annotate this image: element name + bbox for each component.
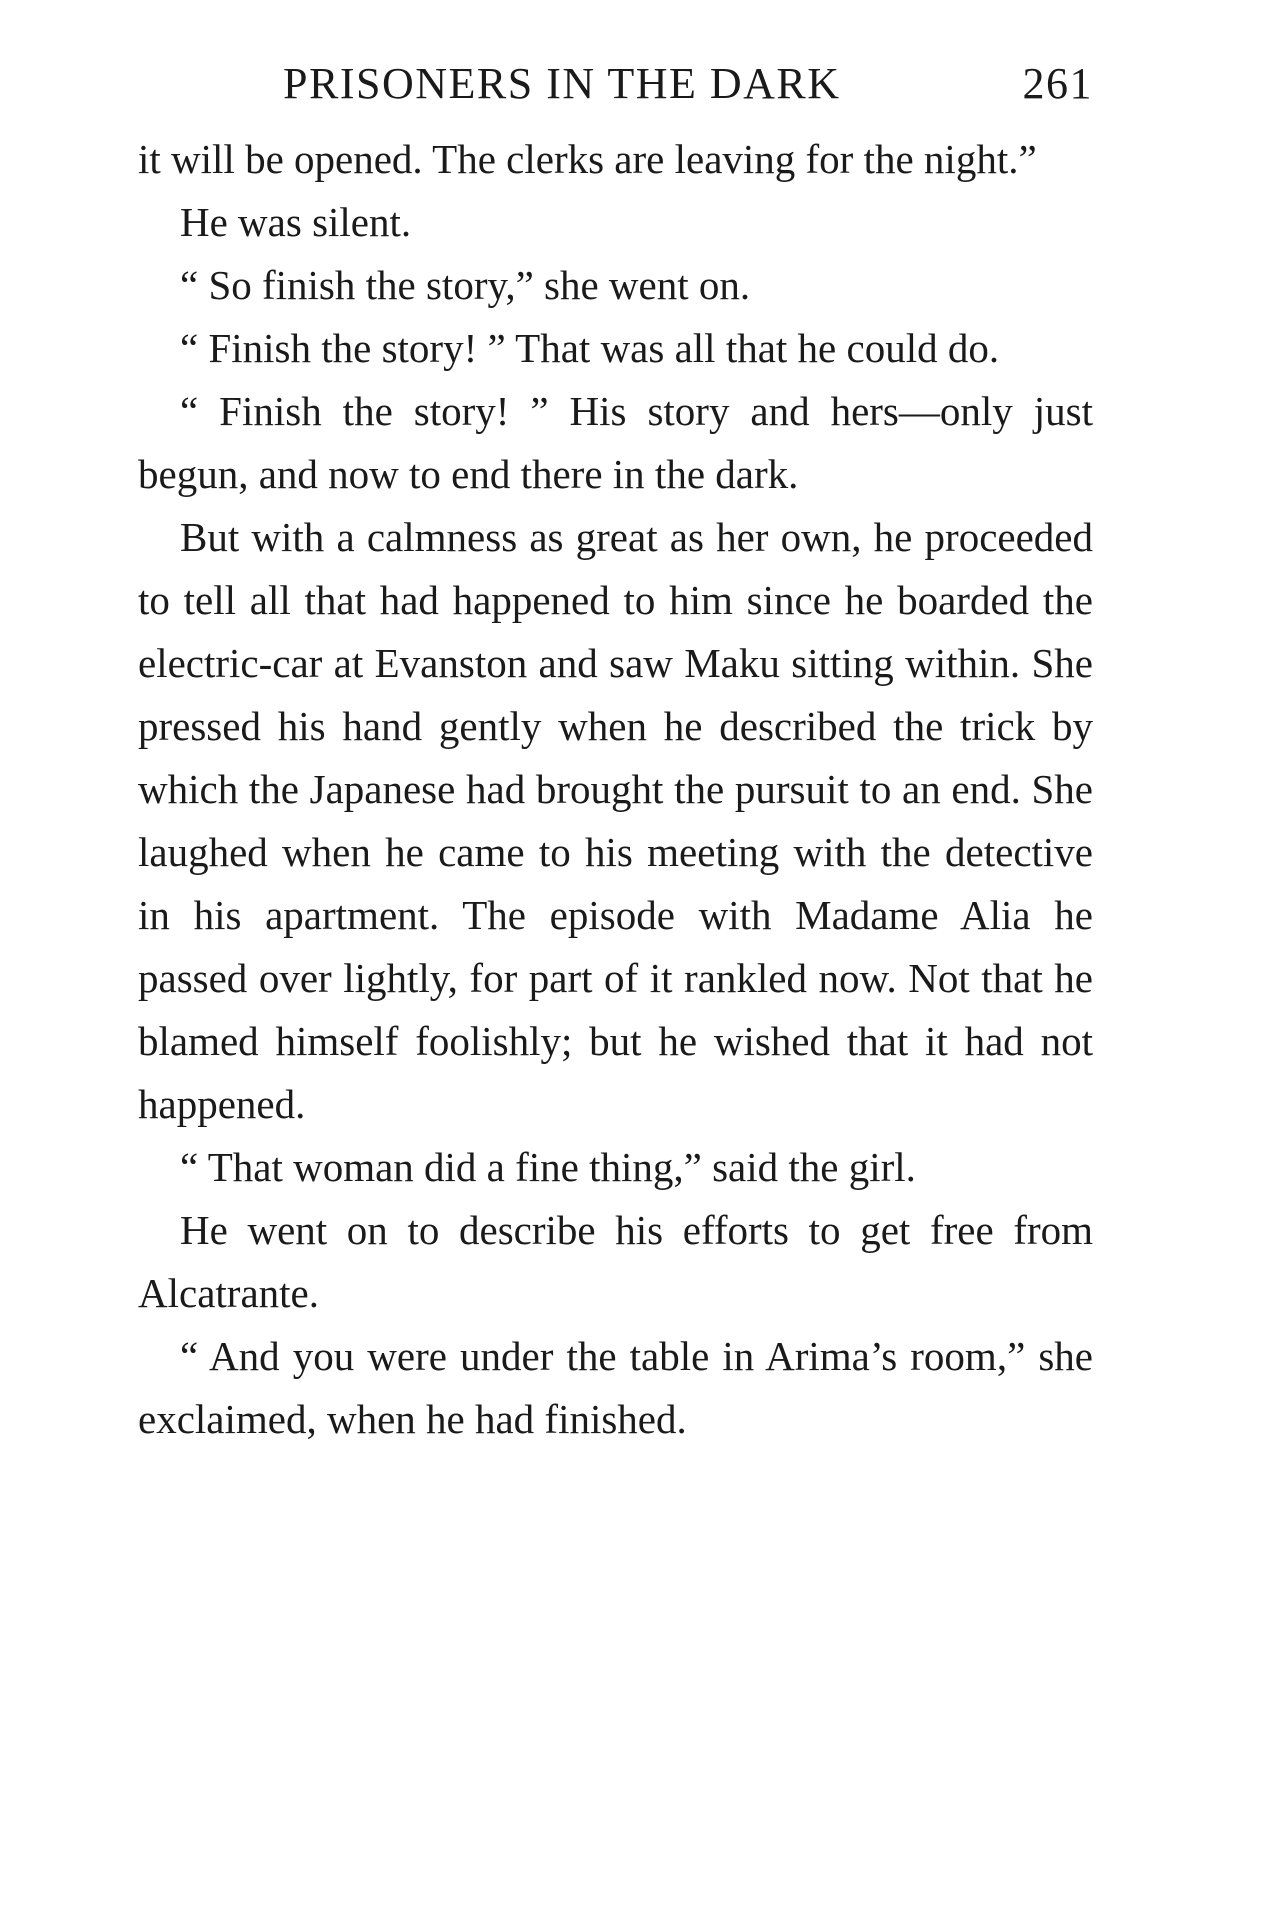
- page-number: 261: [1022, 59, 1093, 108]
- running-head: [138, 58, 1093, 118]
- paragraph: He went on to describe his efforts to get free from Alcatrante.: [138, 1207, 1093, 1316]
- paragraph: But with a calmness as great as her own, he proceeded to tell all that had happened to him since he boarded the electric-car at Evanston and saw Maku sitting within. She pressed his hand gently when he described the trick by which the Japanese had brought the pursuit to an end. She laughed when he came to his meeting with the detective in his apartment. The episode with Madame Alia he passed over lightly, for part of it rankled now. Not that he blamed himself foolishly; but he wished that it had not happened.: [138, 514, 1093, 1127]
- paragraph: “ And you were under the table in Arima’s room,” she exclaimed, when he had finished.: [138, 1333, 1093, 1442]
- paragraph: “ That woman did a fine thing,” said the girl.: [180, 1144, 916, 1190]
- body-text: [138, 128, 1093, 1451]
- paragraph: “ Finish the story! ” His story and hers—only just begun, and now to end there in the dark.: [138, 388, 1093, 497]
- paragraph: He was silent.: [180, 199, 412, 245]
- paragraph: “ Finish the story! ” That was all that he could do.: [180, 325, 1000, 371]
- paragraph: it will be opened. The clerks are leaving for the night.”: [138, 136, 1037, 182]
- running-title: PRISONERS IN THE DARK: [283, 59, 841, 108]
- paragraph: “ So finish the story,” she went on.: [180, 262, 751, 308]
